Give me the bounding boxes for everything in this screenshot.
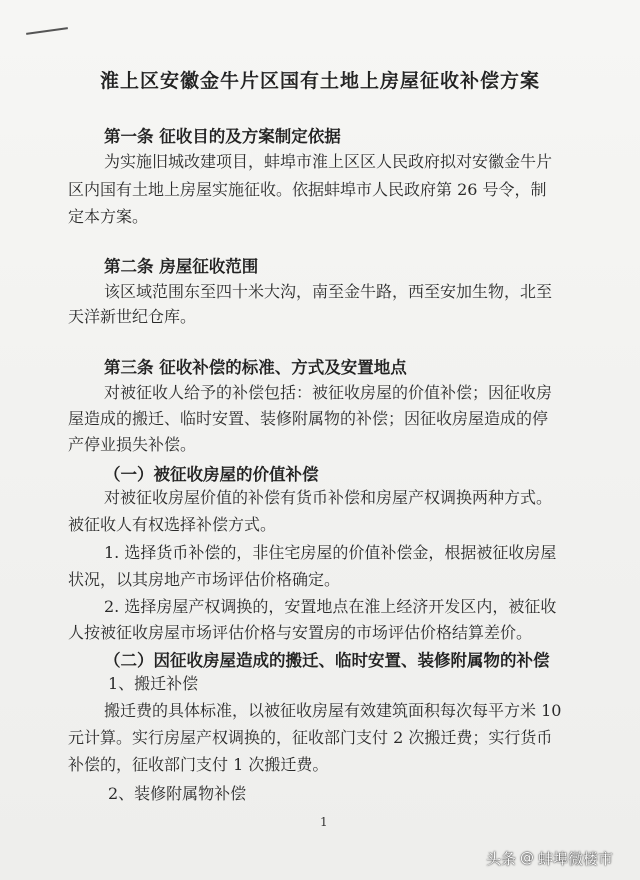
article3-line-1: 对被征收人给予的补偿包括：被征收房屋的价值补偿；因征收房 bbox=[104, 383, 553, 402]
document-title: 淮上区安徽金牛片区国有土地上房屋征收补偿方案 bbox=[99, 70, 540, 92]
watermark-platform: 头条 bbox=[486, 849, 517, 868]
section2-sub1-heading: 1、搬迁补偿 bbox=[108, 674, 199, 693]
article1-line-3: 定本方案。 bbox=[68, 207, 149, 226]
section1-line-1: 对被征收房屋价值的补偿有货币补偿和房屋产权调换两种方式。 bbox=[104, 488, 553, 507]
watermark-account: 蚌埠微楼市 bbox=[538, 849, 614, 868]
section2-sub1-line-2: 元计算。实行房屋产权调换的，征收部门支付 2 次搬迁费；实行货币 bbox=[68, 728, 553, 747]
section2-sub2-heading: 2、装修附属物补偿 bbox=[108, 784, 247, 803]
section1-heading: （一）被征收房屋的价值补偿 bbox=[104, 465, 319, 484]
source-watermark bbox=[486, 847, 613, 869]
article2-line-1: 该区域范围东至四十米大沟，南至金牛路，西至安加生物，北至 bbox=[104, 282, 553, 301]
section1-item1-line-2: 状况，以其房地产市场评估价格确定。 bbox=[68, 570, 341, 589]
watermark-at-icon: @ bbox=[520, 850, 535, 866]
section2-sub1-line-3: 补偿的，征收部门支付 1 次搬迁费。 bbox=[68, 755, 329, 774]
section1-item2-line-2: 人按被征收房屋市场评估价格与安置房的市场评估价格结算差价。 bbox=[68, 623, 533, 642]
section1-item1-line-1: 1. 选择货币补偿的，非住宅房屋的价值补偿金，根据被征收房屋 bbox=[104, 543, 557, 562]
section2-sub1-line-1: 搬迁费的具体标准，以被征收房屋有效建筑面积每次每平方米 10 bbox=[104, 701, 562, 720]
article3-line-2: 屋造成的搬迁、临时安置、装修附属物的补偿；因征收房屋造成的停 bbox=[68, 409, 549, 428]
article1-line-1: 为实施旧城改建项目，蚌埠市淮上区区人民政府拟对安徽金牛片 bbox=[104, 152, 553, 171]
article3-heading: 第三条 征收补偿的标准、方式及安置地点 bbox=[104, 358, 407, 377]
article1-line-2: 区内国有土地上房屋实施征收。依据蚌埠市人民政府第 26 号令，制 bbox=[68, 180, 547, 199]
page-number: 1 bbox=[320, 815, 328, 829]
article2-heading: 第二条 房屋征收范围 bbox=[104, 257, 259, 276]
section2-heading: （二）因征收房屋造成的搬迁、临时安置、装修附属物的补偿 bbox=[104, 651, 550, 670]
article1-heading: 第一条 征收目的及方案制定依据 bbox=[104, 127, 341, 146]
scan-pen-mark bbox=[26, 27, 68, 35]
article3-line-3: 产停业损失补偿。 bbox=[68, 435, 197, 454]
section1-item2-line-1: 2. 选择房屋产权调换的，安置地点在淮上经济开发区内，被征收 bbox=[104, 597, 557, 616]
article2-line-2: 天洋新世纪仓库。 bbox=[68, 307, 197, 326]
section1-line-2: 被征收人有权选择补偿方式。 bbox=[68, 515, 277, 534]
